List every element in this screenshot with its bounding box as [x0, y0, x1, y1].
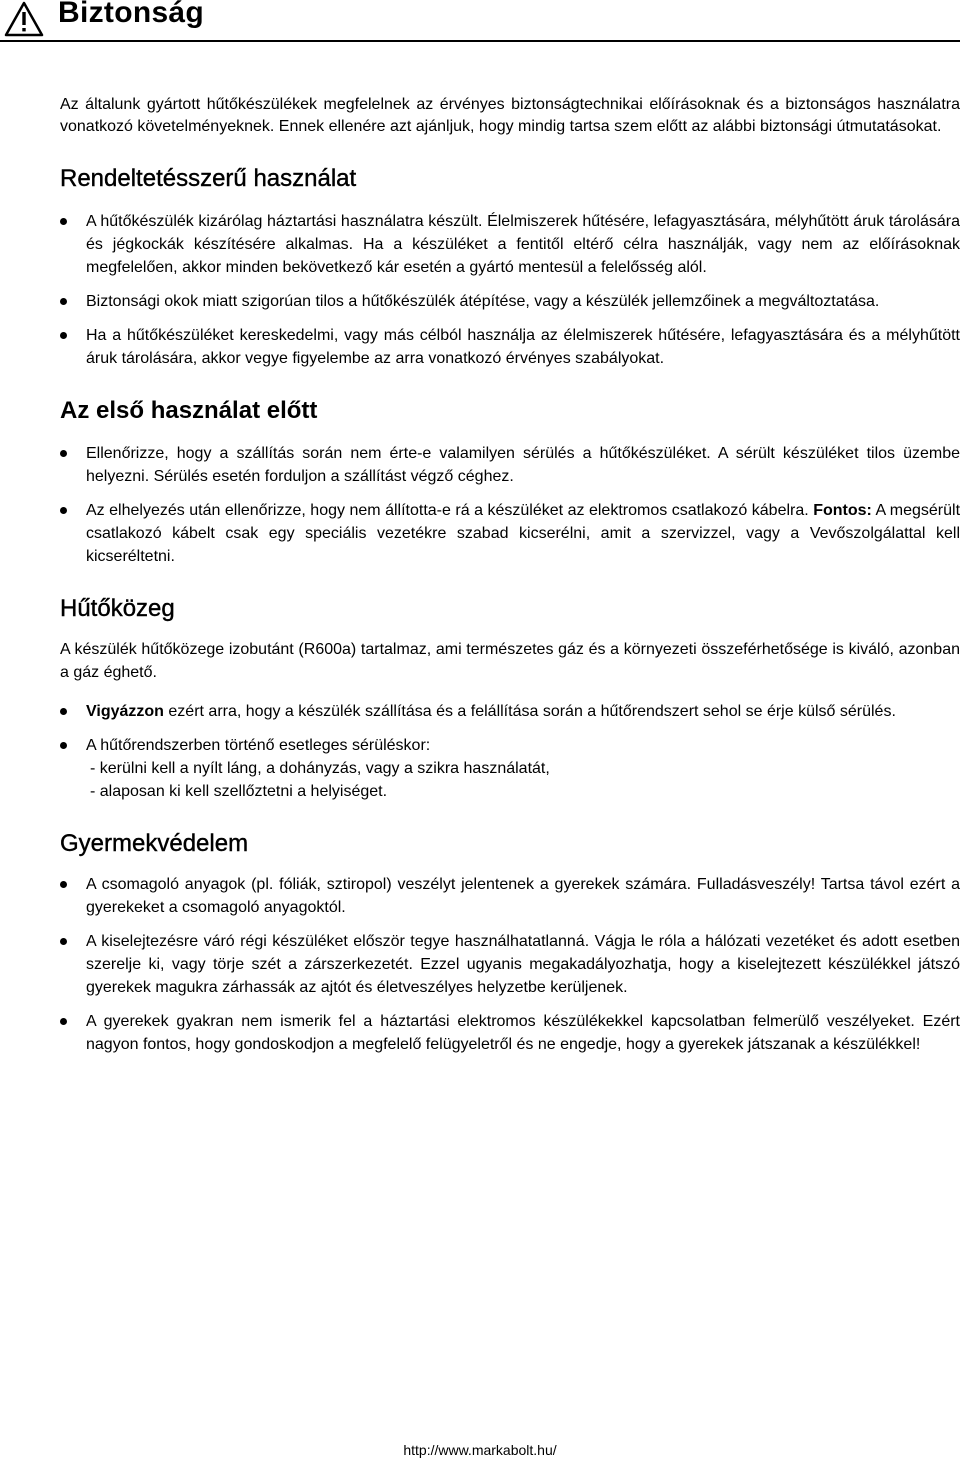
list-item: A kiselejtezésre váró régi készüléket először tegye használhatatlanná. Vágja le róla a hálózati vezetéket és adott esetben szerelje ki, vagy törje szét a zárszerkezetét. Ezzel ugyanis megakadályozhatja, hogy a kiselejtezett készülékkel játszó gyerekek magukra zárhassák az ajtót és életveszélyes helyzetbe kerüljenek. — [60, 930, 960, 999]
bullet-icon — [60, 450, 67, 457]
list-item: A hűtőkészülék kizárólag háztartási használatra készült. Élelmiszerek hűtésére, lefagyasztására, mélyhűtött áruk tárolására és jégkockák készítésére alkalmas. Ha a készüléket a fentitől eltérő célra használják, vagy nem az előírásoknak megfelelően, akkor minden bekövetkező kár esetén a gyártó mentesül a felelősség alól. — [60, 210, 960, 279]
list-item: Az elhelyezés után ellenőrizze, hogy nem állította-e rá a készüléket az elektromos csatlakozó kábelra. Fontos: A megsérült csatlakozó kábelt csak egy speciális vezetékre szabad kicserélni, amit a szervizzel, vagy a Vevőszolgálattal kell kicseréltetni. — [60, 499, 960, 568]
section-heading-first-use: Az első használat előtt — [60, 397, 318, 424]
title-divider — [0, 40, 960, 42]
list-item: Biztonsági okok miatt szigorúan tilos a hűtőkészülék átépítése, vagy a készülék jellemzőinek a megváltoztatása. — [60, 290, 960, 313]
caution-label: Vigyázzon — [86, 703, 164, 720]
content — [60, 94, 960, 1056]
list-item: A gyerekek gyakran nem ismerik fel a háztartási elektromos készülékekkel kapcsolatban felmerülő veszélyeket. Ezért nagyon fontos, hogy gondoskodjon a megfelelő felügyeletről és ne engedje, hogy a gyerekek játszanak a készülékkel! — [60, 1010, 960, 1056]
first-use-list — [60, 442, 960, 568]
list-item: Ha a hűtőkészüléket kereskedelmi, vagy más célból használja az élelmiszerek hűtésére, lefagyasztására és a mélyhűtött áruk tárolására, akkor vegye figyelembe az arra vonatkozó érvényes szabályokat. — [60, 324, 960, 370]
warning-icon — [4, 1, 44, 37]
section-heading-child-protection: Gyermekvédelem — [60, 830, 249, 857]
title-bar — [0, 0, 960, 44]
list-item: Vigyázzon ezért arra, hogy a készülék szállítása és a felállítása során a hűtőrendszert sehol se érje külső sérülés. — [60, 700, 960, 723]
page-title: Biztonság — [58, 0, 205, 29]
section-heading-intended-use: Rendeltetésszerű használat — [60, 165, 357, 192]
bullet-icon — [60, 708, 67, 715]
sub-item: - kerülni kell a nyílt láng, a dohányzás, vagy a szikra használatát, — [90, 760, 550, 777]
section-heading-coolant: Hűtőközeg — [60, 595, 175, 622]
footer-url: http://www.markabolt.hu/ — [403, 1442, 557, 1458]
bullet-icon — [60, 332, 67, 339]
child-protection-list — [60, 873, 960, 1056]
intro-paragraph: Az általunk gyártott hűtőkészülékek megfelelnek az érvényes biztonságtechnikai előírásoknak és a biztonságos használatra vonatkozó követelményeknek. Ennek ellenére azt ajánljuk, hogy mindig tartsa szem előtt az alábbi biztonsági útmutatásokat. — [60, 96, 960, 135]
list-item: A csomagoló anyagok (pl. fóliák, sztiropol) veszélyt jelentenek a gyerekek számára. Fulladásveszély! Tartsa távol ezért a gyerekeket a csomagoló anyagoktól. — [60, 873, 960, 919]
bullet-icon — [60, 938, 67, 945]
list-item: A hűtőrendszerben történő esetleges sérüléskor: - kerülni kell a nyílt láng, a dohányzás, vagy a szikra használatát, - alaposan ki kell szellőztetni a helyiséget. — [60, 734, 960, 803]
coolant-list — [60, 700, 960, 803]
important-label: Fontos: — [813, 502, 872, 519]
bullet-icon — [60, 1018, 67, 1025]
bullet-icon — [60, 298, 67, 305]
list-item: Ellenőrizze, hogy a szállítás során nem érte-e valamilyen sérülés a hűtőkészüléket. A sérült készüléket tilos üzembe helyezni. Sérülés esetén forduljon a szállítást végző céghez. — [60, 442, 960, 488]
sub-item: - alaposan ki kell szellőztetni a helyiséget. — [90, 783, 388, 800]
bullet-icon — [60, 742, 67, 749]
bullet-icon — [60, 881, 67, 888]
bullet-icon — [60, 218, 67, 225]
bullet-icon — [60, 507, 67, 514]
coolant-paragraph: A készülék hűtőközege izobutánt (R600a) tartalmaz, ami természetes gáz és a környezeti összeférhetősége is kiváló, azonban a gáz éghető. — [60, 641, 960, 681]
intended-use-list — [60, 210, 960, 370]
